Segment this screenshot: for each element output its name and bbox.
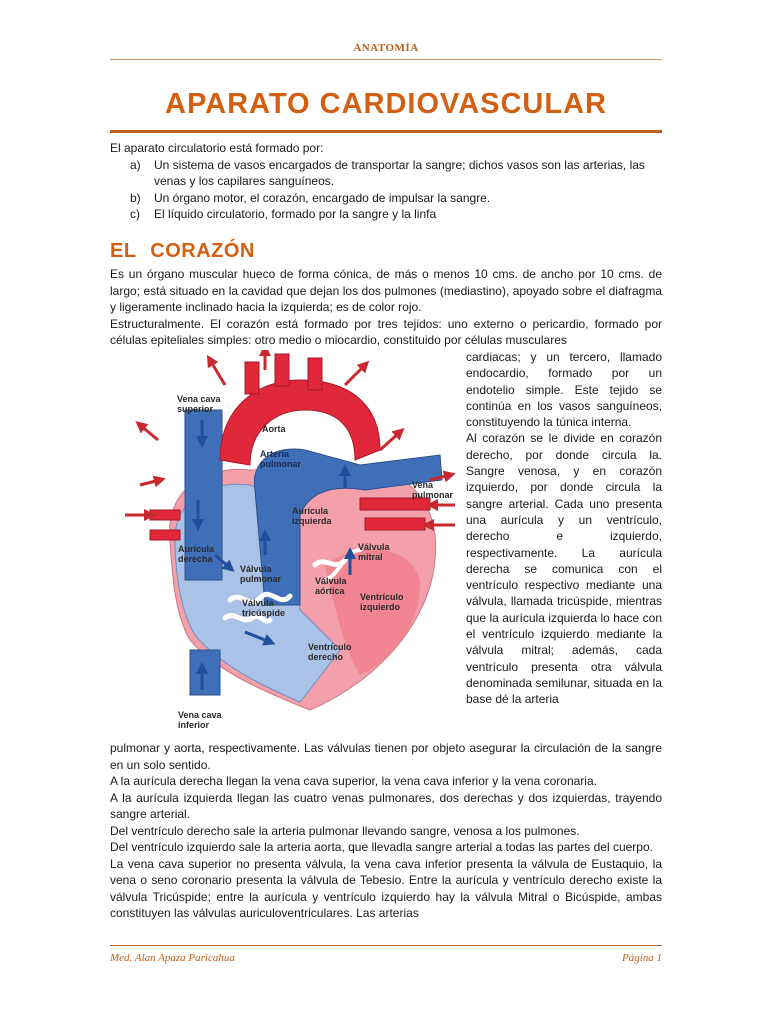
aorta-branch: [275, 354, 289, 386]
list-marker: c): [130, 207, 140, 221]
body-text-right-column: [466, 349, 662, 708]
paragraph: Estructuralmente. El corazón está formado por tres tejidos: uno externo o pericardio, formado por células epiteliales simples: otro medio o miocardio, constituido por células musculares: [110, 316, 662, 347]
label-valvula-pulmonar: Válvula pulmonar: [240, 564, 282, 584]
label-vena-pulmonar: Vena pulmonar: [412, 480, 454, 500]
paragraph: A la aurícula derecha llegan la vena cava superior, la vena cava inferior y la vena coronaria.: [110, 774, 597, 788]
intro-section: [110, 140, 662, 223]
section-heading: EL CORAZÓN: [110, 240, 255, 262]
label-valvula-tricuspide: Válvula tricúspide: [242, 598, 286, 618]
aorta-branch: [245, 362, 259, 394]
vena-cava-inferior: [190, 650, 220, 695]
heart-diagram: [110, 350, 460, 740]
label-auricula-izquierda: Aurícula izquierda: [292, 506, 332, 526]
paragraph: Es un órgano muscular hueco de forma cónica, de más o menos 10 cms. de ancho por 10 cms. de largo; está situado en la cavidad que dejan los dos pulmones (mediastino), apoyado sobre el diafragma y ligeramente inclinado hacia la izquierda; es de color rojo.: [110, 267, 662, 314]
intro-list: [110, 157, 662, 223]
pulmonary-vein: [365, 518, 425, 530]
paragraph: La vena cava superior no presenta válvula, la vena cava inferior presenta la válvula de Eustaquio, la vena o seno coronario presenta la válvula de Tebesio. Entre la aurícula y ventrículo derecho existe la válvula Tricúspide; entre la aurícula y ventrículo izquierdo hay la válvula Mitral o Bicúspide, ambas constituyen las válvulas auriculoventriculares. Las arterias: [110, 856, 662, 920]
list-item-text: Un órgano motor, el corazón, encargado de impulsar la sangre.: [154, 190, 491, 205]
label-vena-cava-superior: Vena cava superior: [177, 394, 221, 414]
list-item: [110, 206, 662, 223]
running-header: ANATOMÍA: [353, 42, 419, 54]
heart-illustration: [110, 350, 460, 740]
label-valvula-mitral: Válvula mitral: [358, 542, 390, 562]
paragraph: Del ventrículo derecho sale la arteria pulmonar llevando sangre, venosa a los pulmones.: [110, 823, 580, 838]
paragraph: pulmonar y aorta, respectivamente. Las válvulas tienen por objeto asegurar la circulación de la sangre en un solo sentido.: [110, 741, 662, 772]
label-ventriculo-derecho: Ventrículo derecho: [308, 642, 352, 662]
paragraph: Al corazón se le divide en corazón derecho, por donde circula la. Sangre venosa, y en corazón izquierdo, por donde circula la sangre arterial. Cada uno presenta una aurícula y un ventrículo, derecho e izquierdo, respectivamente. La aurícula derecha se comunica con el ventrículo respectivo mediante una válvula, llamada tricúspide, mientras que la aurícula izquierda lo hace con el ventrículo izquierdo mediante la válvula mitral; además, cada ventrículo presenta otra válvula denominada semilunar, situada en la base dé la arteria: [466, 431, 662, 707]
list-item-text: Un sistema de vasos encargados de transportar la sangre; dichos vasos son las arterias, las venas y los capilares sanguíneos.: [154, 157, 645, 188]
title-rule: [110, 130, 662, 133]
header-rule: [110, 59, 662, 60]
list-item: [110, 190, 662, 207]
page-title: APARATO CARDIOVASCULAR: [165, 88, 607, 120]
list-item: [110, 157, 662, 190]
footer-author: Med. Alan Apaza Paricahua: [110, 952, 235, 964]
paragraph: Del ventrículo izquierdo sale la arteria aorta, que llevadla sangre arterial a todas las partes del cuerpo.: [110, 840, 653, 854]
label-aorta: Aorta: [262, 424, 286, 434]
label-auricula-derecha: Aurícula derecha: [178, 544, 215, 564]
body-text-top: [110, 266, 662, 349]
aorta-branch: [308, 358, 322, 390]
label-vena-cava-inferior: Vena cava inferior: [178, 710, 222, 730]
paragraph: cardiacas; y un tercero, llamado endocardio, formado por un endotelio simple. Este tejido se continúa en los vasos sanguíneos, constituyendo la túnica interna.: [466, 350, 662, 430]
paragraph: A la aurícula izquierda llegan las cuatro venas pulmonares, dos derechas y dos izquierdas, trayendo sangre arterial.: [110, 790, 662, 821]
pulmonary-vein: [150, 510, 180, 520]
label-valvula-aortica: Válvula aórtica: [315, 576, 347, 596]
list-marker: b): [130, 190, 141, 205]
label-arteria-pulmonar: Arteria pulmonar: [260, 449, 302, 469]
body-text-bottom: [110, 740, 662, 922]
list-marker: a): [130, 157, 141, 172]
pulmonary-vein: [150, 530, 180, 540]
intro-lead: El aparato circulatorio está formado por:: [110, 141, 324, 155]
list-item-text: El líquido circulatorio, formado por la sangre y la linfa: [154, 207, 437, 221]
label-ventriculo-izquierdo: Ventrículo izquierdo: [360, 592, 404, 612]
footer-page-number: Página 1: [621, 952, 662, 964]
footer-rule: [110, 945, 662, 946]
